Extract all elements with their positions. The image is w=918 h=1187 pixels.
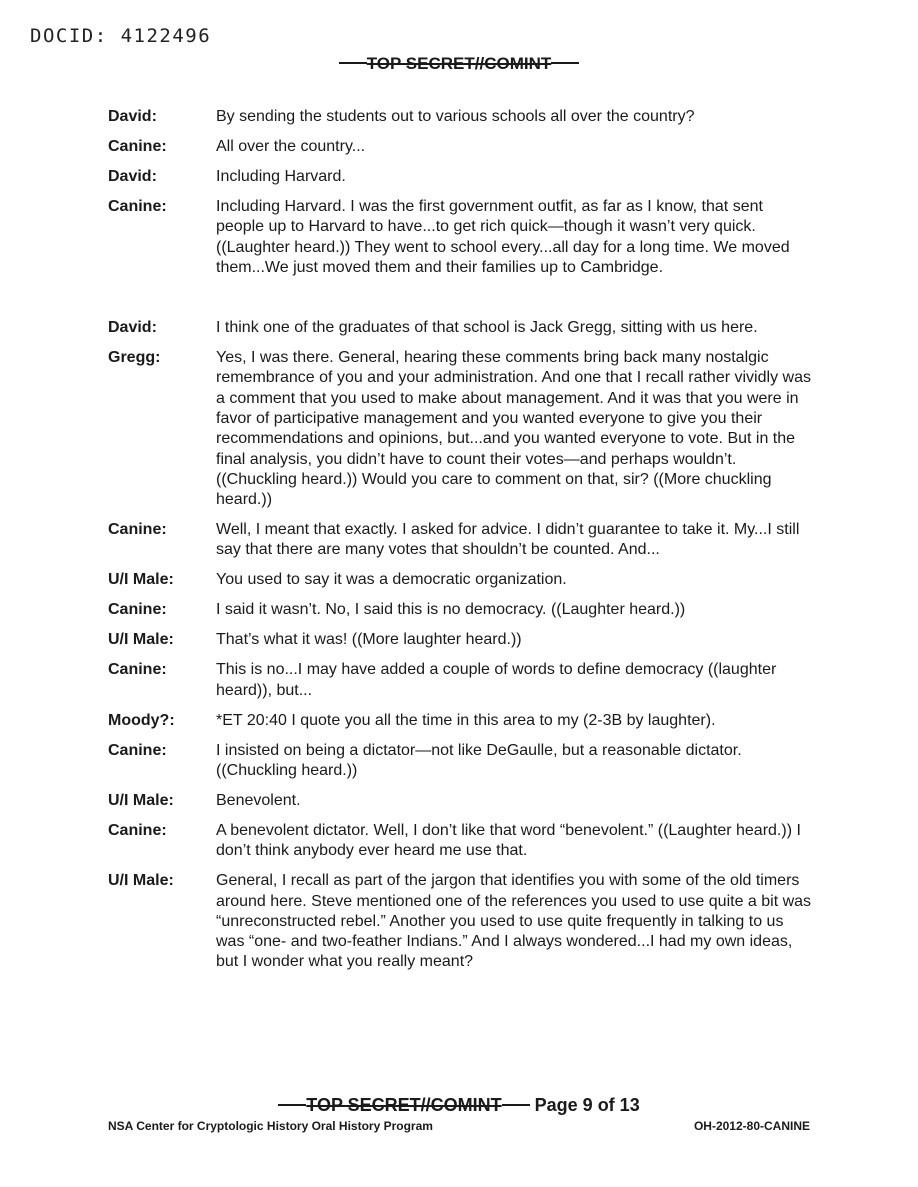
transcript-entry — [108, 167, 813, 187]
transcript-entry — [108, 600, 813, 620]
transcript-entry — [108, 197, 813, 278]
speaker-label: Canine: — [108, 197, 167, 215]
speaker-label: David: — [108, 167, 157, 185]
transcript-entry — [108, 791, 813, 811]
speaker-label: Canine: — [108, 521, 167, 539]
transcript-entry — [108, 137, 813, 157]
speaker-label: David: — [108, 108, 157, 125]
footer-classification-label: TOP SECRET//COMINT — [306, 1095, 502, 1115]
speech-text: General, I recall as part of the jargon that identifies you with some of the old timers around here. Steve mentioned one of the references you used to use quite a bit was “unreconstructed rebel.” Another you used to use quite frequently in talking to us was “one- and two-feather Indians.” And I always wondered...I had my own ideas, but I wonder what you really meant? — [216, 872, 812, 971]
footer-docnum: OH-2012-80-CANINE — [693, 1119, 810, 1133]
speaker-label: U/I Male: — [108, 791, 174, 809]
speech-text: A benevolent dictator. Well, I don’t like that word “benevolent.” ((Laughter heard.)) I don’t think anybody ever heard me use that. — [216, 821, 801, 860]
speaker-label: David: — [108, 319, 157, 337]
speech-text: Benevolent. — [216, 791, 301, 809]
transcript-entry — [108, 821, 813, 862]
speaker-label: U/I Male: — [108, 571, 174, 589]
classification-dash-right — [502, 1104, 530, 1106]
speaker-label: Canine: — [108, 821, 167, 839]
classification-dash-right — [551, 62, 579, 64]
transcript — [108, 107, 813, 982]
speech-text: I insisted on being a dictator—not like DeGaulle, but a reasonable dictator. ((Chuckling heard.)) — [216, 741, 742, 779]
speaker-label: Moody?: — [108, 711, 175, 729]
transcript-entry — [108, 348, 813, 510]
header-classification — [0, 54, 918, 74]
speech-text: Yes, I was there. General, hearing these comments bring back many nostalgic remembrance of you and your administration. And one that I recall rather vividly was a comment that you used to make about management. And it was that you were in favor of participative management and you wanted everyone to give you their recommendations and opinions, but...and you wanted everyone to vote. But in the final analysis, you didn’t have to count their votes—and perhaps wouldn’t. ((Chuckling heard.)) Would you care to comment on that, sir? ((More chuckling heard.)) — [216, 349, 811, 509]
transcript-entry — [108, 107, 813, 127]
transcript-entry — [108, 318, 813, 338]
speaker-label: Canine: — [108, 137, 167, 155]
transcript-entry — [108, 660, 813, 701]
speech-text: You used to say it was a democratic organization. — [216, 571, 567, 589]
speech-text: Including Harvard. I was the first government outfit, as far as I know, that sent people up to Harvard to have...to get rich quick—though it wasn’t very quick. ((Laughter heard.)) They went to school every...all day for a long time. We moved them...We just moved them and their families up to Cambridge. — [216, 197, 790, 276]
transcript-entry — [108, 570, 813, 590]
speech-text: By sending the students out to various schools all over the country? — [216, 108, 695, 125]
transcript-entry — [108, 520, 813, 561]
header-classification-label: TOP SECRET//COMINT — [366, 54, 552, 73]
transcript-entry — [108, 741, 813, 782]
speech-text: I said it wasn’t. No, I said this is no democracy. ((Laughter heard.)) — [216, 601, 686, 619]
classification-dash-left — [278, 1104, 306, 1106]
speech-text: This is no...I may have added a couple of words to define democracy ((laughter heard)), but... — [216, 661, 777, 699]
transcript-entry — [108, 871, 813, 972]
speaker-label: Canine: — [108, 601, 167, 619]
page-number: Page 9 of 13 — [534, 1095, 640, 1115]
speaker-label: U/I Male: — [108, 872, 174, 890]
speaker-label: Canine: — [108, 661, 167, 679]
footer-program: NSA Center for Cryptologic History Oral History Program — [108, 1119, 433, 1133]
speech-text: That’s what it was! ((More laughter heard.)) — [216, 631, 522, 649]
speaker-label: Gregg: — [108, 349, 161, 367]
speaker-label: U/I Male: — [108, 631, 174, 649]
speaker-label: Canine: — [108, 741, 167, 759]
transcript-entry — [108, 630, 813, 650]
speech-text: Including Harvard. — [216, 167, 346, 185]
classification-dash-left — [339, 62, 367, 64]
transcript-entry — [108, 711, 813, 731]
document-id: DOCID: 4122496 — [30, 25, 212, 47]
footer-classification — [0, 1095, 918, 1116]
speech-text: I think one of the graduates of that school is Jack Gregg, sitting with us here. — [216, 319, 758, 337]
speech-text: *ET 20:40 I quote you all the time in this area to my (2-3B by laughter). — [216, 711, 716, 729]
speech-text: Well, I meant that exactly. I asked for advice. I didn’t guarantee to take it. My...I still say that there are many votes that shouldn’t be counted. And... — [216, 521, 800, 559]
speech-text: All over the country... — [216, 137, 366, 155]
